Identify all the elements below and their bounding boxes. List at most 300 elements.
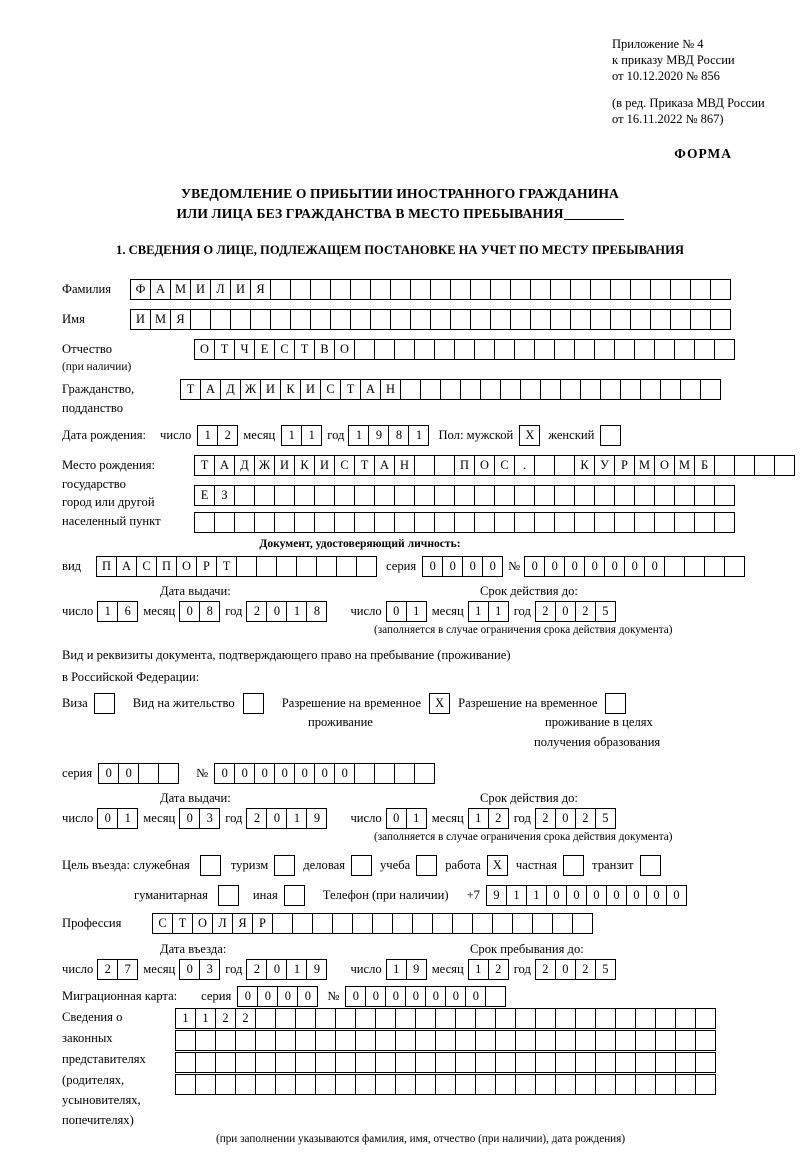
char-cell[interactable]: 0 <box>405 986 426 1007</box>
char-cell[interactable]: 0 <box>666 885 687 906</box>
permit-issue-day-input[interactable] <box>97 808 137 829</box>
char-cell[interactable]: 9 <box>406 959 427 980</box>
char-cell[interactable]: Р <box>252 913 273 934</box>
char-cell[interactable] <box>210 309 231 330</box>
char-cell[interactable] <box>474 485 495 506</box>
char-cell[interactable] <box>710 279 731 300</box>
char-cell[interactable] <box>500 379 521 400</box>
char-cell[interactable]: Ф <box>130 279 151 300</box>
char-cell[interactable] <box>654 485 675 506</box>
char-cell[interactable] <box>255 1008 276 1029</box>
doc-valid-day-input[interactable] <box>386 601 426 622</box>
char-cell[interactable]: 0 <box>214 763 235 784</box>
char-cell[interactable]: Т <box>172 913 193 934</box>
sex-male-checkbox[interactable]: X <box>519 425 540 446</box>
char-cell[interactable] <box>374 512 395 533</box>
char-cell[interactable] <box>390 279 411 300</box>
char-cell[interactable]: Я <box>170 309 191 330</box>
temp-residence-checkbox[interactable]: X <box>429 693 450 714</box>
char-cell[interactable] <box>494 485 515 506</box>
char-cell[interactable] <box>675 1030 696 1051</box>
char-cell[interactable]: 8 <box>306 601 327 622</box>
char-cell[interactable] <box>370 309 391 330</box>
surname-input[interactable] <box>130 279 730 300</box>
char-cell[interactable]: 3 <box>199 959 220 980</box>
char-cell[interactable] <box>335 1030 356 1051</box>
char-cell[interactable] <box>372 913 393 934</box>
char-cell[interactable]: 0 <box>604 556 625 577</box>
char-cell[interactable]: 0 <box>365 986 386 1007</box>
char-cell[interactable]: 0 <box>422 556 443 577</box>
char-cell[interactable] <box>414 339 435 360</box>
char-cell[interactable] <box>296 556 317 577</box>
purpose-other-checkbox[interactable] <box>284 885 305 906</box>
char-cell[interactable] <box>374 485 395 506</box>
char-cell[interactable]: 0 <box>294 763 315 784</box>
char-cell[interactable]: 0 <box>524 556 545 577</box>
permit-valid-year-input[interactable] <box>535 808 615 829</box>
char-cell[interactable] <box>452 913 473 934</box>
char-cell[interactable]: П <box>454 455 475 476</box>
char-cell[interactable] <box>254 512 275 533</box>
char-cell[interactable] <box>255 1052 276 1073</box>
char-cell[interactable]: 1 <box>468 808 489 829</box>
char-cell[interactable] <box>675 1008 696 1029</box>
char-cell[interactable]: 8 <box>199 601 220 622</box>
char-cell[interactable] <box>695 1008 716 1029</box>
char-cell[interactable]: 1 <box>348 425 369 446</box>
char-cell[interactable] <box>634 485 655 506</box>
char-cell[interactable] <box>395 1008 416 1029</box>
char-cell[interactable] <box>714 485 735 506</box>
char-cell[interactable] <box>454 339 475 360</box>
char-cell[interactable] <box>194 512 215 533</box>
char-cell[interactable]: У <box>594 455 615 476</box>
char-cell[interactable]: 0 <box>462 556 483 577</box>
char-cell[interactable] <box>460 379 481 400</box>
char-cell[interactable] <box>674 485 695 506</box>
char-cell[interactable] <box>664 556 685 577</box>
stay-day-input[interactable] <box>386 959 426 980</box>
birthplace-settlement-input[interactable] <box>194 512 734 533</box>
char-cell[interactable] <box>595 1030 616 1051</box>
entry-year-input[interactable] <box>246 959 326 980</box>
purpose-transit-checkbox[interactable] <box>640 855 661 876</box>
char-cell[interactable] <box>634 339 655 360</box>
char-cell[interactable]: 0 <box>386 808 407 829</box>
char-cell[interactable]: 1 <box>406 808 427 829</box>
char-cell[interactable] <box>414 485 435 506</box>
char-cell[interactable]: 0 <box>544 556 565 577</box>
char-cell[interactable]: 0 <box>445 986 466 1007</box>
char-cell[interactable] <box>590 309 611 330</box>
permit-issue-year-input[interactable] <box>246 808 326 829</box>
char-cell[interactable]: 1 <box>406 601 427 622</box>
char-cell[interactable] <box>515 1008 536 1029</box>
char-cell[interactable] <box>575 1030 596 1051</box>
char-cell[interactable] <box>314 485 335 506</box>
char-cell[interactable]: 0 <box>386 601 407 622</box>
char-cell[interactable]: Ж <box>240 379 261 400</box>
char-cell[interactable] <box>312 913 333 934</box>
char-cell[interactable] <box>520 379 541 400</box>
char-cell[interactable] <box>355 1052 376 1073</box>
char-cell[interactable] <box>494 339 515 360</box>
doc-series-input[interactable] <box>422 556 502 577</box>
char-cell[interactable] <box>332 913 353 934</box>
char-cell[interactable] <box>615 1030 636 1051</box>
char-cell[interactable] <box>594 485 615 506</box>
char-cell[interactable] <box>274 512 295 533</box>
char-cell[interactable] <box>435 1030 456 1051</box>
char-cell[interactable] <box>435 1008 456 1029</box>
char-cell[interactable] <box>250 309 271 330</box>
char-cell[interactable]: Т <box>294 339 315 360</box>
stay-year-input[interactable] <box>535 959 615 980</box>
char-cell[interactable] <box>450 309 471 330</box>
char-cell[interactable] <box>315 1030 336 1051</box>
char-cell[interactable]: Н <box>394 455 415 476</box>
char-cell[interactable] <box>295 1008 316 1029</box>
char-cell[interactable]: И <box>300 379 321 400</box>
char-cell[interactable]: 0 <box>179 601 200 622</box>
char-cell[interactable] <box>276 556 297 577</box>
char-cell[interactable]: С <box>274 339 295 360</box>
char-cell[interactable] <box>680 379 701 400</box>
char-cell[interactable] <box>455 1052 476 1073</box>
char-cell[interactable] <box>330 279 351 300</box>
char-cell[interactable] <box>530 279 551 300</box>
char-cell[interactable] <box>354 339 375 360</box>
char-cell[interactable]: К <box>574 455 595 476</box>
char-cell[interactable] <box>674 339 695 360</box>
birth-year-input[interactable] <box>348 425 428 446</box>
char-cell[interactable]: 1 <box>386 959 407 980</box>
char-cell[interactable]: 2 <box>215 1008 236 1029</box>
char-cell[interactable] <box>255 1030 276 1051</box>
char-cell[interactable]: 0 <box>98 763 119 784</box>
char-cell[interactable] <box>455 1030 476 1051</box>
char-cell[interactable] <box>395 1052 416 1073</box>
char-cell[interactable]: Е <box>254 339 275 360</box>
char-cell[interactable] <box>594 339 615 360</box>
char-cell[interactable] <box>532 913 553 934</box>
char-cell[interactable] <box>294 512 315 533</box>
char-cell[interactable] <box>615 1074 636 1095</box>
char-cell[interactable] <box>574 339 595 360</box>
char-cell[interactable] <box>724 556 745 577</box>
char-cell[interactable]: 0 <box>257 986 278 1007</box>
char-cell[interactable]: С <box>494 455 515 476</box>
char-cell[interactable] <box>555 1030 576 1051</box>
char-cell[interactable] <box>350 279 371 300</box>
char-cell[interactable]: 0 <box>314 763 335 784</box>
char-cell[interactable] <box>470 309 491 330</box>
purpose-tourism-checkbox[interactable] <box>274 855 295 876</box>
char-cell[interactable] <box>714 512 735 533</box>
char-cell[interactable]: 2 <box>246 601 267 622</box>
char-cell[interactable] <box>354 763 375 784</box>
char-cell[interactable]: 0 <box>274 763 295 784</box>
char-cell[interactable]: 1 <box>506 885 527 906</box>
char-cell[interactable]: 1 <box>195 1008 216 1029</box>
char-cell[interactable] <box>575 1008 596 1029</box>
doc-number-input[interactable] <box>524 556 744 577</box>
char-cell[interactable]: И <box>190 279 211 300</box>
char-cell[interactable] <box>535 1052 556 1073</box>
char-cell[interactable]: А <box>214 455 235 476</box>
char-cell[interactable] <box>555 1052 576 1073</box>
char-cell[interactable]: 6 <box>117 601 138 622</box>
doc-valid-year-input[interactable] <box>535 601 615 622</box>
char-cell[interactable] <box>614 512 635 533</box>
char-cell[interactable] <box>694 512 715 533</box>
char-cell[interactable]: 0 <box>334 763 355 784</box>
char-cell[interactable]: 0 <box>425 986 446 1007</box>
char-cell[interactable] <box>634 512 655 533</box>
char-cell[interactable] <box>290 309 311 330</box>
char-cell[interactable]: 5 <box>595 959 616 980</box>
char-cell[interactable] <box>595 1052 616 1073</box>
char-cell[interactable] <box>434 339 455 360</box>
char-cell[interactable] <box>574 485 595 506</box>
char-cell[interactable] <box>315 1008 336 1029</box>
char-cell[interactable] <box>275 1008 296 1029</box>
char-cell[interactable] <box>590 279 611 300</box>
char-cell[interactable] <box>392 913 413 934</box>
char-cell[interactable] <box>714 339 735 360</box>
char-cell[interactable]: 2 <box>217 425 238 446</box>
char-cell[interactable] <box>650 309 671 330</box>
char-cell[interactable] <box>490 279 511 300</box>
birth-day-input[interactable] <box>197 425 237 446</box>
char-cell[interactable]: В <box>314 339 335 360</box>
char-cell[interactable] <box>554 339 575 360</box>
char-cell[interactable]: Т <box>216 556 237 577</box>
doc-issue-year-input[interactable] <box>246 601 326 622</box>
char-cell[interactable] <box>490 309 511 330</box>
char-cell[interactable] <box>354 485 375 506</box>
char-cell[interactable] <box>316 556 337 577</box>
char-cell[interactable] <box>355 1008 376 1029</box>
char-cell[interactable]: 0 <box>97 808 118 829</box>
char-cell[interactable] <box>655 1052 676 1073</box>
entry-month-input[interactable] <box>179 959 219 980</box>
char-cell[interactable] <box>492 913 513 934</box>
char-cell[interactable]: 0 <box>555 959 576 980</box>
char-cell[interactable] <box>654 512 675 533</box>
char-cell[interactable]: 0 <box>385 986 406 1007</box>
char-cell[interactable] <box>290 279 311 300</box>
char-cell[interactable] <box>215 1074 236 1095</box>
char-cell[interactable]: 1 <box>468 959 489 980</box>
char-cell[interactable] <box>434 512 455 533</box>
char-cell[interactable]: А <box>150 279 171 300</box>
char-cell[interactable]: 0 <box>179 808 200 829</box>
char-cell[interactable] <box>480 379 501 400</box>
char-cell[interactable] <box>630 279 651 300</box>
char-cell[interactable] <box>334 512 355 533</box>
char-cell[interactable]: 5 <box>595 808 616 829</box>
char-cell[interactable]: 0 <box>277 986 298 1007</box>
char-cell[interactable] <box>640 379 661 400</box>
char-cell[interactable] <box>695 1074 716 1095</box>
char-cell[interactable] <box>175 1030 196 1051</box>
char-cell[interactable]: М <box>150 309 171 330</box>
name-input[interactable] <box>130 309 730 330</box>
char-cell[interactable] <box>550 279 571 300</box>
char-cell[interactable] <box>270 279 291 300</box>
char-cell[interactable]: 2 <box>535 959 556 980</box>
patronymic-input[interactable] <box>194 339 734 360</box>
char-cell[interactable] <box>575 1052 596 1073</box>
char-cell[interactable]: 1 <box>468 601 489 622</box>
char-cell[interactable] <box>694 339 715 360</box>
char-cell[interactable] <box>514 512 535 533</box>
char-cell[interactable]: О <box>192 913 213 934</box>
char-cell[interactable]: 2 <box>246 959 267 980</box>
char-cell[interactable] <box>670 279 691 300</box>
char-cell[interactable] <box>555 1074 576 1095</box>
char-cell[interactable]: 1 <box>117 808 138 829</box>
char-cell[interactable] <box>514 485 535 506</box>
entry-day-input[interactable] <box>97 959 137 980</box>
profession-input[interactable] <box>152 913 592 934</box>
char-cell[interactable] <box>615 1052 636 1073</box>
char-cell[interactable] <box>714 455 735 476</box>
char-cell[interactable]: 0 <box>584 556 605 577</box>
char-cell[interactable]: Ж <box>254 455 275 476</box>
char-cell[interactable] <box>420 379 441 400</box>
char-cell[interactable] <box>495 1008 516 1029</box>
char-cell[interactable]: 0 <box>179 959 200 980</box>
char-cell[interactable] <box>774 455 795 476</box>
reps-input-row-2[interactable] <box>175 1030 715 1051</box>
char-cell[interactable] <box>450 279 471 300</box>
char-cell[interactable] <box>575 1074 596 1095</box>
char-cell[interactable] <box>430 279 451 300</box>
char-cell[interactable] <box>294 485 315 506</box>
char-cell[interactable] <box>474 339 495 360</box>
char-cell[interactable] <box>495 1030 516 1051</box>
char-cell[interactable] <box>530 309 551 330</box>
char-cell[interactable] <box>434 455 455 476</box>
char-cell[interactable] <box>515 1030 536 1051</box>
char-cell[interactable] <box>214 512 235 533</box>
char-cell[interactable] <box>158 763 179 784</box>
char-cell[interactable] <box>394 485 415 506</box>
char-cell[interactable]: 1 <box>301 425 322 446</box>
char-cell[interactable] <box>535 1074 556 1095</box>
char-cell[interactable]: Т <box>214 339 235 360</box>
permit-number-input[interactable] <box>214 763 434 784</box>
char-cell[interactable] <box>570 279 591 300</box>
migration-number-input[interactable] <box>345 986 505 1007</box>
char-cell[interactable] <box>534 512 555 533</box>
permit-valid-month-input[interactable] <box>468 808 508 829</box>
char-cell[interactable] <box>335 1074 356 1095</box>
char-cell[interactable] <box>374 763 395 784</box>
citizenship-input[interactable] <box>180 379 720 400</box>
char-cell[interactable] <box>540 379 561 400</box>
char-cell[interactable]: 0 <box>345 986 366 1007</box>
sex-female-checkbox[interactable] <box>600 425 621 446</box>
char-cell[interactable] <box>390 309 411 330</box>
char-cell[interactable] <box>455 1008 476 1029</box>
char-cell[interactable] <box>374 339 395 360</box>
char-cell[interactable]: 0 <box>482 556 503 577</box>
char-cell[interactable]: О <box>654 455 675 476</box>
char-cell[interactable]: Н <box>380 379 401 400</box>
char-cell[interactable] <box>295 1030 316 1051</box>
char-cell[interactable]: 1 <box>286 808 307 829</box>
char-cell[interactable] <box>195 1052 216 1073</box>
char-cell[interactable]: 2 <box>488 959 509 980</box>
char-cell[interactable]: 9 <box>486 885 507 906</box>
char-cell[interactable] <box>274 485 295 506</box>
char-cell[interactable] <box>485 986 506 1007</box>
char-cell[interactable] <box>414 512 435 533</box>
char-cell[interactable] <box>236 556 257 577</box>
char-cell[interactable] <box>330 309 351 330</box>
char-cell[interactable]: 0 <box>254 763 275 784</box>
char-cell[interactable]: 9 <box>306 959 327 980</box>
char-cell[interactable]: Т <box>194 455 215 476</box>
char-cell[interactable] <box>354 512 375 533</box>
char-cell[interactable] <box>295 1074 316 1095</box>
char-cell[interactable] <box>336 556 357 577</box>
char-cell[interactable]: 2 <box>246 808 267 829</box>
char-cell[interactable] <box>594 512 615 533</box>
char-cell[interactable] <box>470 279 491 300</box>
migration-series-input[interactable] <box>237 986 317 1007</box>
char-cell[interactable] <box>335 1052 356 1073</box>
doc-valid-month-input[interactable] <box>468 601 508 622</box>
char-cell[interactable] <box>620 379 641 400</box>
char-cell[interactable]: К <box>294 455 315 476</box>
char-cell[interactable] <box>395 1074 416 1095</box>
char-cell[interactable] <box>615 1008 636 1029</box>
char-cell[interactable] <box>455 1074 476 1095</box>
char-cell[interactable]: 1 <box>175 1008 196 1029</box>
char-cell[interactable]: И <box>230 279 251 300</box>
purpose-study-checkbox[interactable] <box>416 855 437 876</box>
char-cell[interactable] <box>510 279 531 300</box>
reps-input-row-1[interactable] <box>175 1008 715 1029</box>
char-cell[interactable] <box>292 913 313 934</box>
char-cell[interactable]: 0 <box>266 959 287 980</box>
char-cell[interactable]: 0 <box>237 986 258 1007</box>
char-cell[interactable]: А <box>200 379 221 400</box>
char-cell[interactable] <box>432 913 453 934</box>
permit-series-input[interactable] <box>98 763 178 784</box>
char-cell[interactable] <box>415 1008 436 1029</box>
stay-month-input[interactable] <box>468 959 508 980</box>
char-cell[interactable]: 0 <box>644 556 665 577</box>
char-cell[interactable] <box>272 913 293 934</box>
char-cell[interactable] <box>580 379 601 400</box>
char-cell[interactable] <box>674 512 695 533</box>
char-cell[interactable] <box>350 309 371 330</box>
char-cell[interactable]: 2 <box>535 808 556 829</box>
char-cell[interactable]: 0 <box>118 763 139 784</box>
char-cell[interactable] <box>195 1074 216 1095</box>
char-cell[interactable]: 2 <box>575 808 596 829</box>
char-cell[interactable] <box>435 1074 456 1095</box>
char-cell[interactable]: 1 <box>408 425 429 446</box>
char-cell[interactable] <box>534 339 555 360</box>
char-cell[interactable] <box>535 1008 556 1029</box>
